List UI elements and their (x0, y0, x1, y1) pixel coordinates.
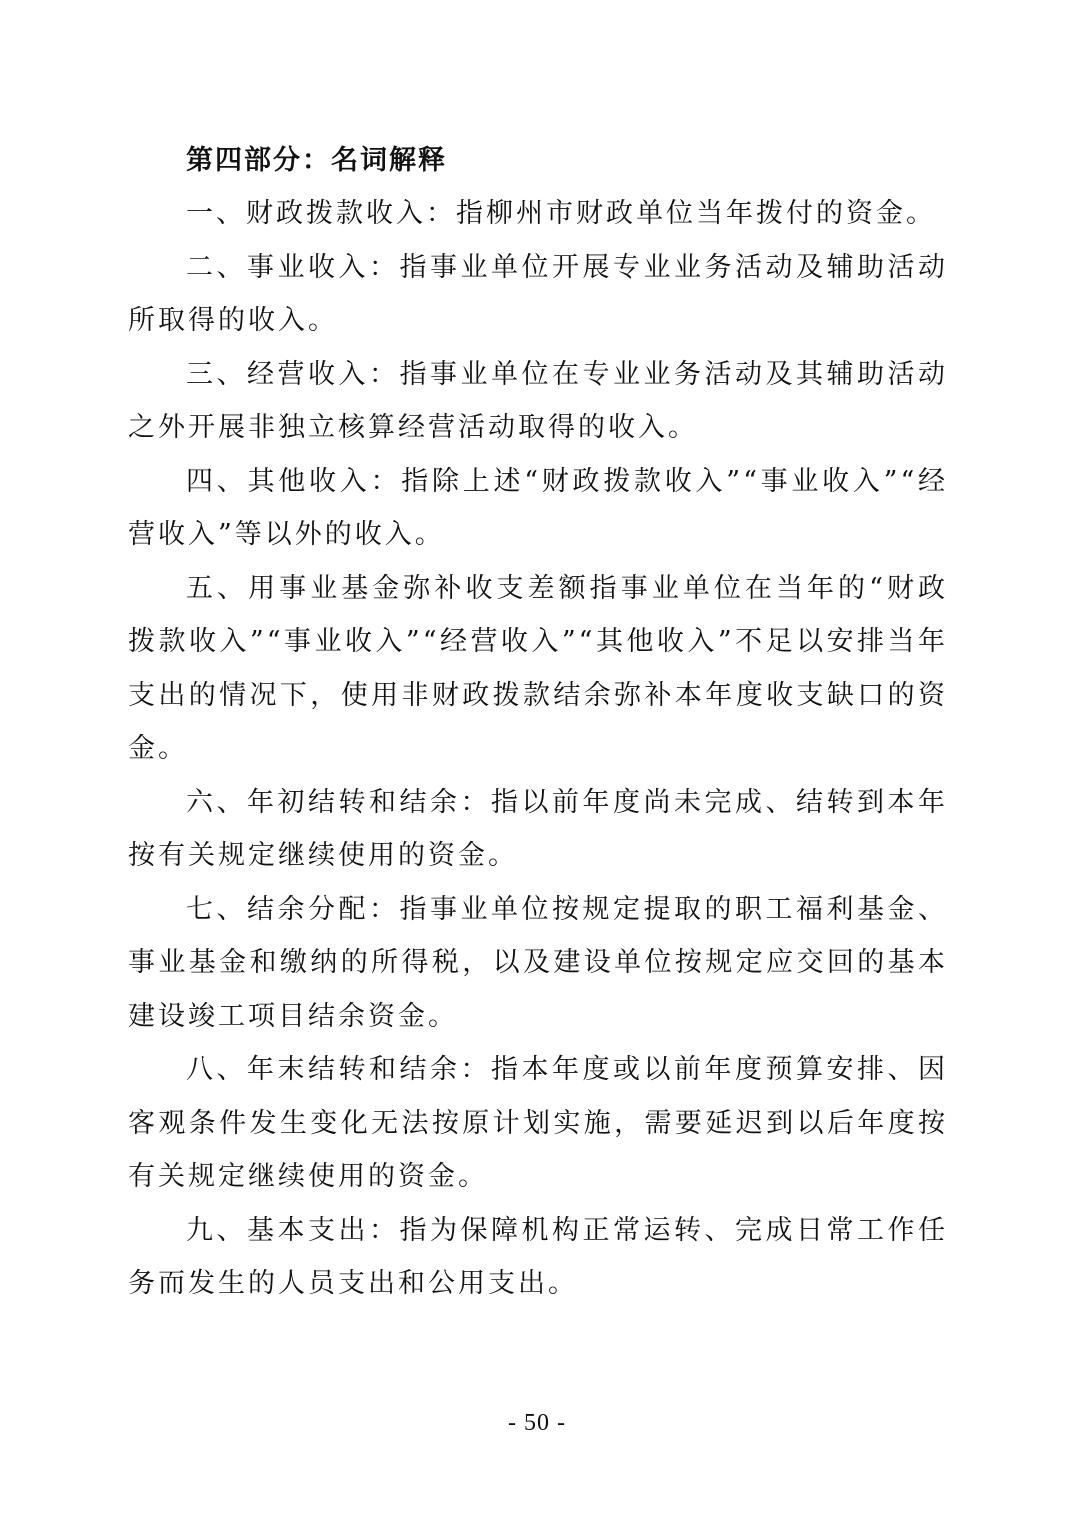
definition-paragraph-2: 二、事业收入：指事业单位开展专业业务活动及辅助活动所取得的收入。 (128, 251, 948, 336)
document-body (128, 135, 948, 1311)
page-number: - 50 - (508, 1410, 566, 1436)
definition-paragraph-1: 一、财政拨款收入：指柳州市财政单位当年拨付的资金。 (186, 198, 936, 229)
definition-paragraph-8: 八、年末结转和结余：指本年度或以前年度预算安排、因客观条件发生变化无法按原计划实施，需要延迟到以后年度按有关规定继续使用的资金。 (128, 1054, 948, 1192)
definition-paragraph-6: 六、年初结转和结余：指以前年度尚未完成、结转到本年 按有关规定继续使用的资金。 (128, 786, 948, 871)
section-title: 第四部分：名词解释 (186, 145, 447, 176)
definition-paragraph-4: 四、其他收入：指除上述“财政拨款收入”“事业收入”“经营收入”等以外的收入。 (128, 465, 948, 550)
definition-paragraph-3: 三、经营收入：指事业单位在专业业务活动及其辅助活动之外开展非独立核算经营活动取得的收入。 (128, 358, 948, 443)
definition-paragraph-9: 九、基本支出：指为保障机构正常运转、完成日常工作任务而发生的人员支出和公用支出。 (128, 1214, 948, 1299)
definition-paragraph-5: 五、用事业基金弥补收支差额指事业单位在当年的“财政拨款收入”“事业收入”“经营收入”“其他收入”不足以安排当年支出的情况下，使用非财政拨款结余弥补本年度收支缺口的资金。 (128, 572, 948, 764)
definition-paragraph-7: 七、结余分配：指事业单位按规定提取的职工福利基金、事业基金和缴纳的所得税，以及建设单位按规定应交回的基本建设竣工项目结余资金。 (128, 893, 948, 1032)
